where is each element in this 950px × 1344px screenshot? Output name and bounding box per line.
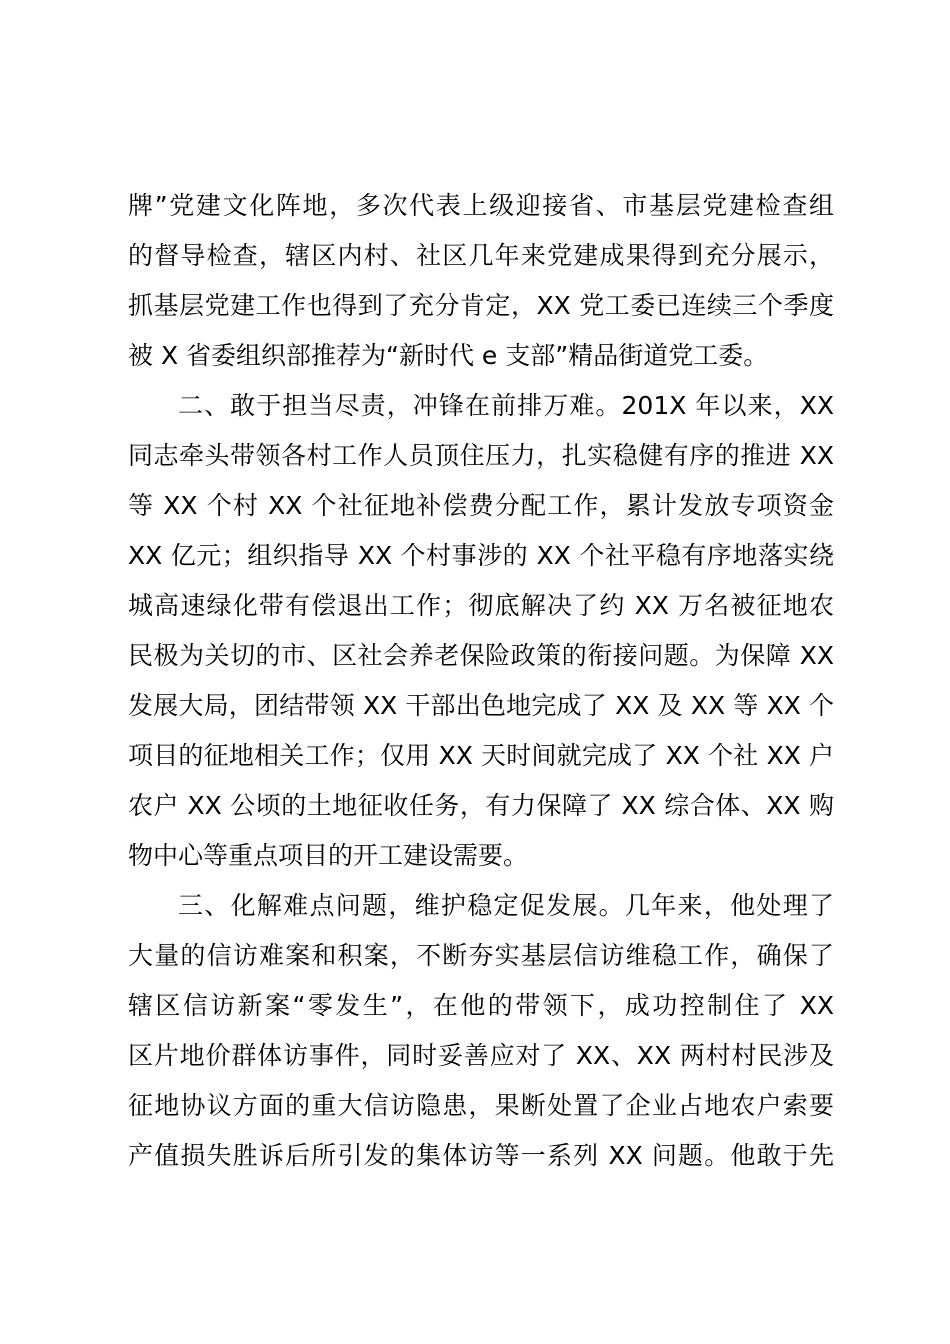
text-line: 区片地价群体访事件，同时妥善应对了 XX、XX 两村村民涉及 xyxy=(128,1041,834,1070)
text-line: 抓基层党建工作也得到了充分肯定，XX 党工委已连续三个季度 xyxy=(128,291,834,320)
text-line: 民极为关切的市、区社会养老保险政策的衔接问题。为保障 XX xyxy=(128,641,834,670)
text-line: XX 亿元；组织指导 XX 个村事涉的 XX 个社平稳有序地落实绕 xyxy=(128,541,834,570)
text-line: 三、化解难点问题，维护稳定促发展。几年来，他处理了 xyxy=(178,891,834,920)
text-line: 的督导检查，辖区内村、社区几年来党建成果得到充分展示， xyxy=(128,241,834,270)
text-line: 被 X 省委组织部推荐为“新时代 e 支部”精品街道党工委。 xyxy=(128,341,769,370)
text-line: 二、敢于担当尽责，冲锋在前排万难。201X 年以来，XX xyxy=(178,391,834,420)
text-line: 征地协议方面的重大信访隐患，果断处置了企业占地农户索要 xyxy=(128,1091,834,1120)
text-line: 辖区信访新案“零发生”，在他的带领下，成功控制住了 XX xyxy=(128,991,834,1020)
text-line: 等 XX 个村 XX 个社征地补偿费分配工作，累计发放专项资金 xyxy=(128,491,834,520)
text-line: 产值损失胜诉后所引发的集体访等一系列 XX 问题。他敢于先 xyxy=(128,1141,834,1170)
text-line: 牌”党建文化阵地，多次代表上级迎接省、市基层党建检查组 xyxy=(128,191,834,220)
text-line: 农户 XX 公顷的土地征收任务，有力保障了 XX 综合体、XX 购 xyxy=(128,791,834,820)
text-line: 大量的信访难案和积案，不断夯实基层信访维稳工作，确保了 xyxy=(128,941,834,970)
body-text xyxy=(128,181,834,1181)
text-line: 项目的征地相关工作；仅用 XX 天时间就完成了 XX 个社 XX 户 xyxy=(128,741,834,770)
text-line: 城高速绿化带有偿退出工作；彻底解决了约 XX 万名被征地农 xyxy=(128,591,834,620)
text-line: 发展大局，团结带领 XX 干部出色地完成了 XX 及 XX 等 XX 个 xyxy=(128,691,834,720)
text-line: 物中心等重点项目的开工建设需要。 xyxy=(128,841,529,870)
text-line: 同志牵头带领各村工作人员顶住压力，扎实稳健有序的推进 XX xyxy=(128,441,834,470)
